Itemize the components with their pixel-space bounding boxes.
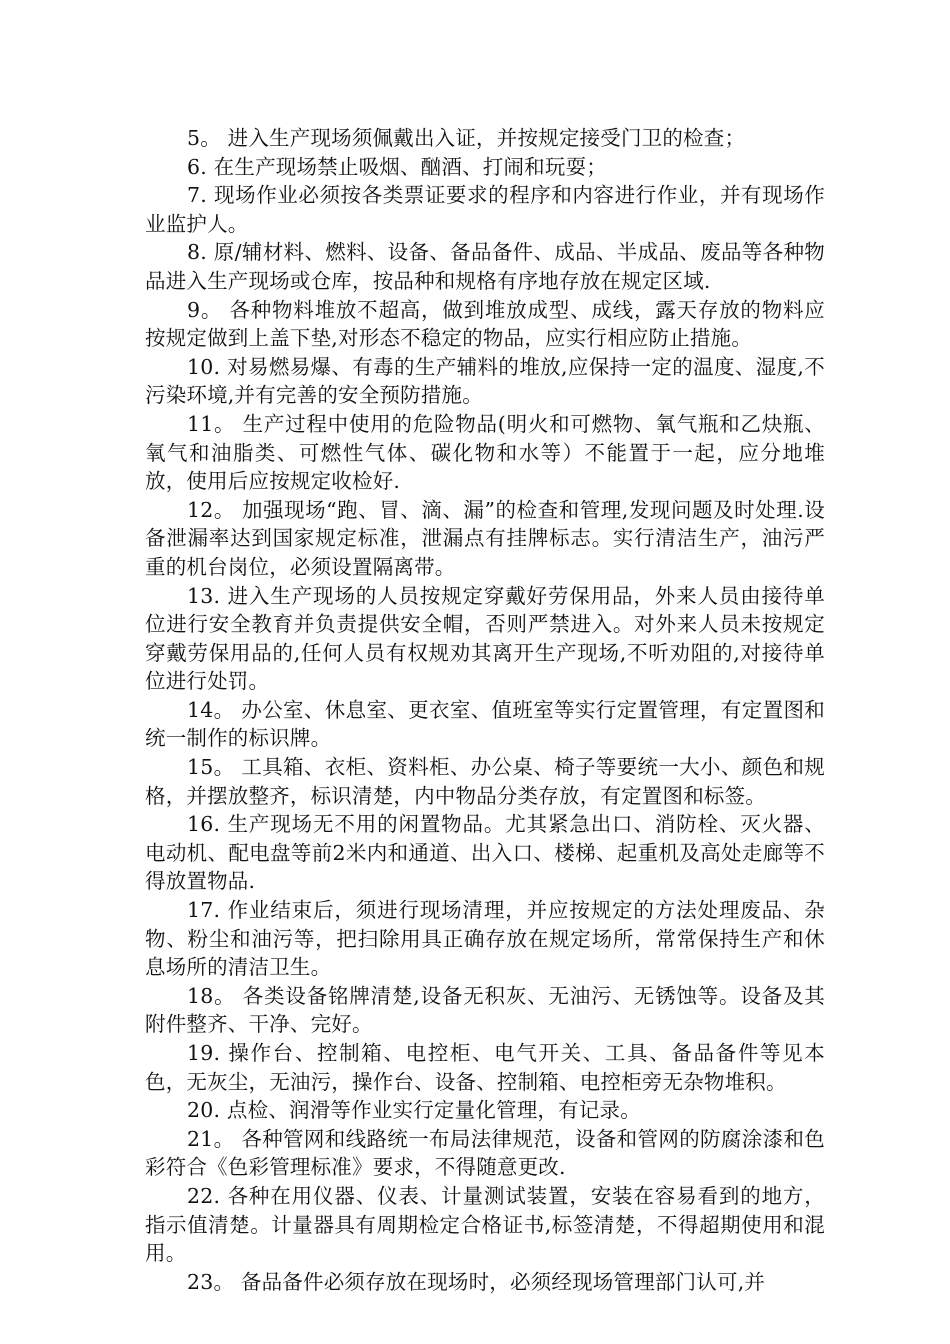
rule-paragraph-14: 14。 办公室、休息室、更衣室、值班室等实行定置管理，有定置图和统一制作的标识牌。 bbox=[145, 697, 825, 751]
rule-paragraph-22: 22. 各种在用仪器、仪表、计量测试装置，安装在容易看到的地方，指示值清楚。计量器具有周期检定合格证书,标签清楚，不得超期使用和混用。 bbox=[145, 1183, 825, 1266]
rule-paragraph-9: 9。 各种物料堆放不超高，做到堆放成型、成线，露天存放的物料应按规定做到上盖下垫,对形态不稳定的物品，应实行相应防止措施。 bbox=[145, 297, 825, 351]
rule-paragraph-23: 23。 备品备件必须存放在现场时，必须经现场管理部门认可,并 bbox=[187, 1269, 766, 1294]
rule-paragraph-19: 19. 操作台、控制箱、电控柜、电气开关、工具、备品备件等见本色，无灰尘，无油污，操作台、设备、控制箱、电控柜旁无杂物堆积。 bbox=[145, 1041, 825, 1094]
rule-paragraph-12: 12。 加强现场“跑、冒、滴、漏”的检查和管理,发现问题及时处理.设备泄漏率达到国家规定标准，泄漏点有挂牌标志。实行清洁生产，油污严重的机台岗位，必须设置隔离带。 bbox=[145, 497, 825, 579]
rule-paragraph-6: 6. 在生产现场禁止吸烟、酗酒、打闹和玩耍； bbox=[187, 154, 607, 179]
rule-paragraph-5: 5。 进入生产现场须佩戴出入证，并按规定接受门卫的检查； bbox=[187, 126, 746, 150]
document-body bbox=[145, 124, 825, 1296]
rule-paragraph-8: 8. 原/辅材料、燃料、设备、备品备件、成品、半成品、废品等各种物品进入生产现场或仓库，按品种和规格有序地存放在规定区域. bbox=[145, 240, 825, 293]
rule-paragraph-17: 17. 作业结束后，须进行现场清理，并应按规定的方法处理废品、杂物、粉尘和油污等，把扫除用具正确存放在规定场所，常常保持生产和休息场所的清洁卫生。 bbox=[145, 898, 825, 980]
rule-paragraph-11: 11。 生产过程中使用的危险物品(明火和可燃物、氧气瓶和乙炔瓶、氧气和油脂类、可燃性气体、碳化物和水等）不能置于一起，应分地堆放，使用后应按规定收检好. bbox=[145, 411, 825, 494]
rule-paragraph-15: 15。 工具箱、衣柜、资料柜、办公桌、椅子等要统一大小、颜色和规格，并摆放整齐，标识清楚，内中物品分类存放，有定置图和标签。 bbox=[145, 755, 825, 808]
rule-paragraph-21: 21。 各种管网和线路统一布局法律规范，设备和管网的防腐涂漆和色彩符合《色彩管理标准》要求，不得随意更改. bbox=[145, 1126, 825, 1180]
rule-paragraph-13: 13. 进入生产现场的人员按规定穿戴好劳保用品，外来人员由接待单位进行安全教育并负责提供安全帽，否则严禁进入。对外来人员未按规定穿戴劳保用品的,任何人员有权规劝其离开生产现场,不听劝阻的,对接待单位进行处罚。 bbox=[145, 583, 825, 694]
rule-paragraph-7: 7. 现场作业必须按各类票证要求的程序和内容进行作业，并有现场作业监护人。 bbox=[145, 183, 825, 236]
rule-paragraph-18: 18。 各类设备铭牌清楚,设备无积灰、无油污、无锈蚀等。设备及其附件整齐、干净、完好。 bbox=[145, 983, 825, 1037]
rule-paragraph-16: 16. 生产现场无不用的闲置物品。尤其紧急出口、消防栓、灭火器、电动机、配电盘等前2米内和通道、出入口、楼梯、起重机及高处走廊等不得放置物品. bbox=[145, 812, 825, 894]
rule-paragraph-20: 20. 点检、润滑等作业实行定量化管理，有记录。 bbox=[187, 1098, 641, 1123]
rule-paragraph-10: 10. 对易燃易爆、有毒的生产辅料的堆放,应保持一定的温度、湿度,不污染环境,并有完善的安全预防措施。 bbox=[145, 354, 825, 408]
